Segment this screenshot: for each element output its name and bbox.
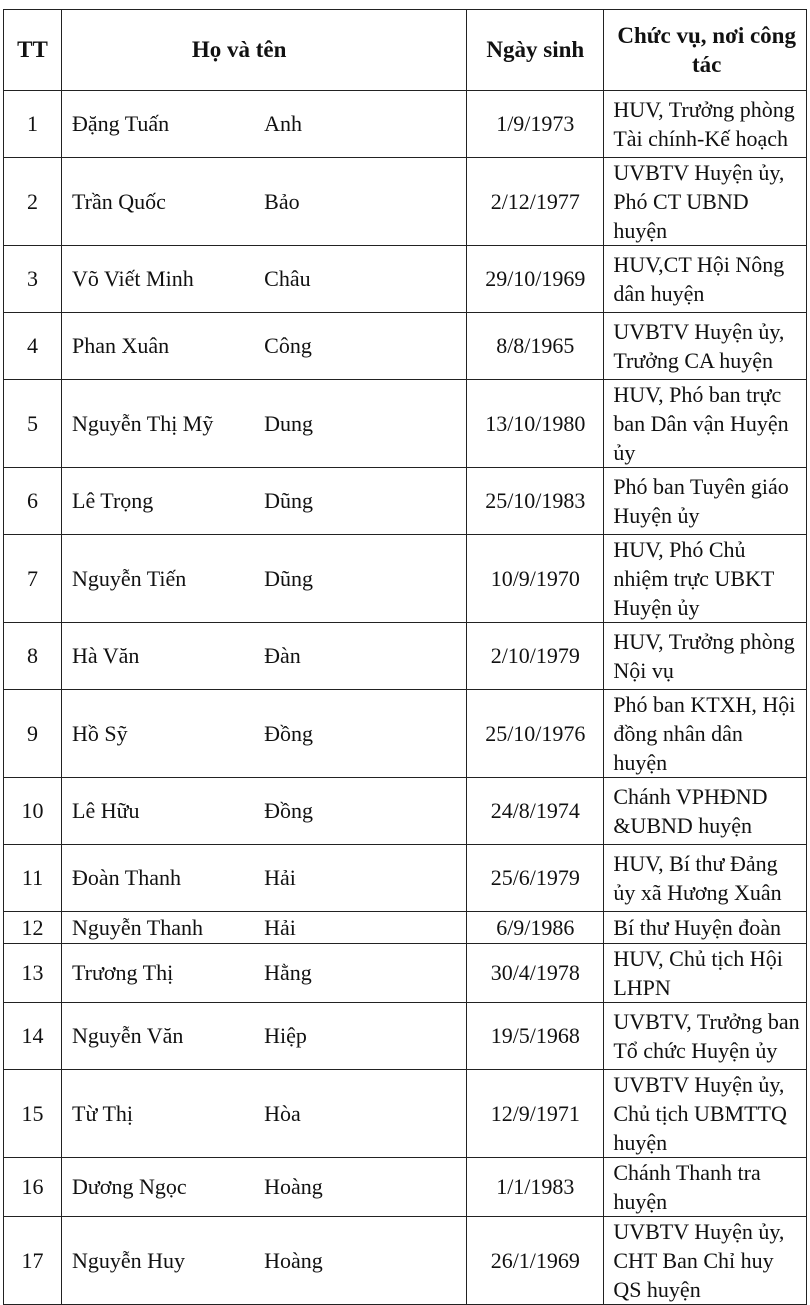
row-given-name: Hoàng: [264, 1217, 467, 1305]
row-family-name: Lê Trọng: [62, 468, 265, 535]
row-given-name: Công: [264, 313, 467, 380]
header-row: [4, 10, 807, 91]
row-family-name: Phan Xuân: [62, 313, 265, 380]
row-position: HUV, Chủ tịch Hội LHPN: [604, 944, 807, 1003]
row-tt: 13: [4, 944, 62, 1003]
row-tt: 2: [4, 158, 62, 246]
row-family-name: Nguyễn Văn: [62, 1003, 265, 1070]
row-position: UVBTV Huyện ủy, Phó CT UBND huyện: [604, 158, 807, 246]
table-row: [4, 944, 807, 1003]
row-position: Chánh VPHĐND &UBND huyện: [604, 778, 807, 845]
row-given-name: Dũng: [264, 468, 467, 535]
row-dob: 1/9/1973: [467, 91, 604, 158]
table-row: [4, 380, 807, 468]
row-given-name: Hằng: [264, 944, 467, 1003]
row-dob: 25/10/1983: [467, 468, 604, 535]
table-row: [4, 1070, 807, 1158]
row-family-name: Hà Văn: [62, 623, 265, 690]
row-dob: 30/4/1978: [467, 944, 604, 1003]
table-row: [4, 246, 807, 313]
row-family-name: Hồ Sỹ: [62, 690, 265, 778]
row-tt: 3: [4, 246, 62, 313]
row-given-name: Bảo: [264, 158, 467, 246]
row-dob: 29/10/1969: [467, 246, 604, 313]
row-dob: 13/10/1980: [467, 380, 604, 468]
table-row: [4, 690, 807, 778]
row-tt: 8: [4, 623, 62, 690]
row-dob: 2/10/1979: [467, 623, 604, 690]
row-family-name: Lê Hữu: [62, 778, 265, 845]
row-tt: 4: [4, 313, 62, 380]
table-row: [4, 623, 807, 690]
row-family-name: Trương Thị: [62, 944, 265, 1003]
row-position: Bí thư Huyện đoàn: [604, 912, 807, 944]
row-tt: 16: [4, 1158, 62, 1217]
row-given-name: Đàn: [264, 623, 467, 690]
row-dob: 2/12/1977: [467, 158, 604, 246]
row-given-name: Châu: [264, 246, 467, 313]
row-given-name: Anh: [264, 91, 467, 158]
row-family-name: Đoàn Thanh: [62, 845, 265, 912]
row-tt: 15: [4, 1070, 62, 1158]
row-family-name: Trần Quốc: [62, 158, 265, 246]
row-position: HUV, Bí thư Đảng ủy xã Hương Xuân: [604, 845, 807, 912]
row-dob: 25/10/1976: [467, 690, 604, 778]
row-dob: 26/1/1969: [467, 1217, 604, 1305]
table-body: [4, 91, 807, 1305]
row-family-name: Đặng Tuấn: [62, 91, 265, 158]
row-family-name: Nguyễn Thị Mỹ: [62, 380, 265, 468]
row-given-name: Hải: [264, 912, 467, 944]
row-tt: 14: [4, 1003, 62, 1070]
row-position: Phó ban KTXH, Hội đồng nhân dân huyện: [604, 690, 807, 778]
row-given-name: Hòa: [264, 1070, 467, 1158]
row-dob: 1/1/1983: [467, 1158, 604, 1217]
row-dob: 25/6/1979: [467, 845, 604, 912]
header-position: Chức vụ, nơi công tác: [604, 10, 807, 91]
table-row: [4, 912, 807, 944]
row-family-name: Võ Viết Minh: [62, 246, 265, 313]
table-row: [4, 1158, 807, 1217]
table-row: [4, 778, 807, 845]
row-family-name: Nguyễn Thanh: [62, 912, 265, 944]
header-dob: Ngày sinh: [467, 10, 604, 91]
row-position: UVBTV Huyện ủy, CHT Ban Chỉ huy QS huyện: [604, 1217, 807, 1305]
row-position: UVBTV Huyện ủy, Trưởng CA huyện: [604, 313, 807, 380]
row-tt: 10: [4, 778, 62, 845]
row-position: HUV, Phó Chủ nhiệm trực UBKT Huyện ủy: [604, 535, 807, 623]
personnel-table: [3, 9, 807, 1305]
row-family-name: Nguyễn Huy: [62, 1217, 265, 1305]
row-position: HUV, Phó ban trực ban Dân vận Huyện ủy: [604, 380, 807, 468]
row-given-name: Hiệp: [264, 1003, 467, 1070]
row-given-name: Hải: [264, 845, 467, 912]
row-tt: 7: [4, 535, 62, 623]
table-row: [4, 91, 807, 158]
table-row: [4, 535, 807, 623]
row-tt: 11: [4, 845, 62, 912]
row-dob: 19/5/1968: [467, 1003, 604, 1070]
table-row: [4, 313, 807, 380]
row-position: Phó ban Tuyên giáo Huyện ủy: [604, 468, 807, 535]
table-row: [4, 158, 807, 246]
row-given-name: Hoàng: [264, 1158, 467, 1217]
row-dob: 6/9/1986: [467, 912, 604, 944]
row-tt: 1: [4, 91, 62, 158]
header-name: Họ và tên: [62, 10, 467, 91]
row-dob: 10/9/1970: [467, 535, 604, 623]
row-family-name: Nguyễn Tiến: [62, 535, 265, 623]
table-row: [4, 468, 807, 535]
row-dob: 24/8/1974: [467, 778, 604, 845]
row-tt: 5: [4, 380, 62, 468]
row-tt: 6: [4, 468, 62, 535]
row-dob: 12/9/1971: [467, 1070, 604, 1158]
row-family-name: Dương Ngọc: [62, 1158, 265, 1217]
row-given-name: Đồng: [264, 690, 467, 778]
row-given-name: Dung: [264, 380, 467, 468]
row-family-name: Từ Thị: [62, 1070, 265, 1158]
row-position: UVBTV, Trưởng ban Tổ chức Huyện ủy: [604, 1003, 807, 1070]
table-row: [4, 1003, 807, 1070]
row-given-name: Dũng: [264, 535, 467, 623]
row-tt: 9: [4, 690, 62, 778]
row-position: HUV, Trưởng phòng Tài chính-Kế hoạch: [604, 91, 807, 158]
row-tt: 17: [4, 1217, 62, 1305]
row-dob: 8/8/1965: [467, 313, 604, 380]
row-tt: 12: [4, 912, 62, 944]
table-row: [4, 845, 807, 912]
row-position: UVBTV Huyện ủy, Chủ tịch UBMTTQ huyện: [604, 1070, 807, 1158]
table-row: [4, 1217, 807, 1305]
row-position: HUV, Trưởng phòng Nội vụ: [604, 623, 807, 690]
row-position: Chánh Thanh tra huyện: [604, 1158, 807, 1217]
row-position: HUV,CT Hội Nông dân huyện: [604, 246, 807, 313]
row-given-name: Đồng: [264, 778, 467, 845]
header-tt: TT: [4, 10, 62, 91]
